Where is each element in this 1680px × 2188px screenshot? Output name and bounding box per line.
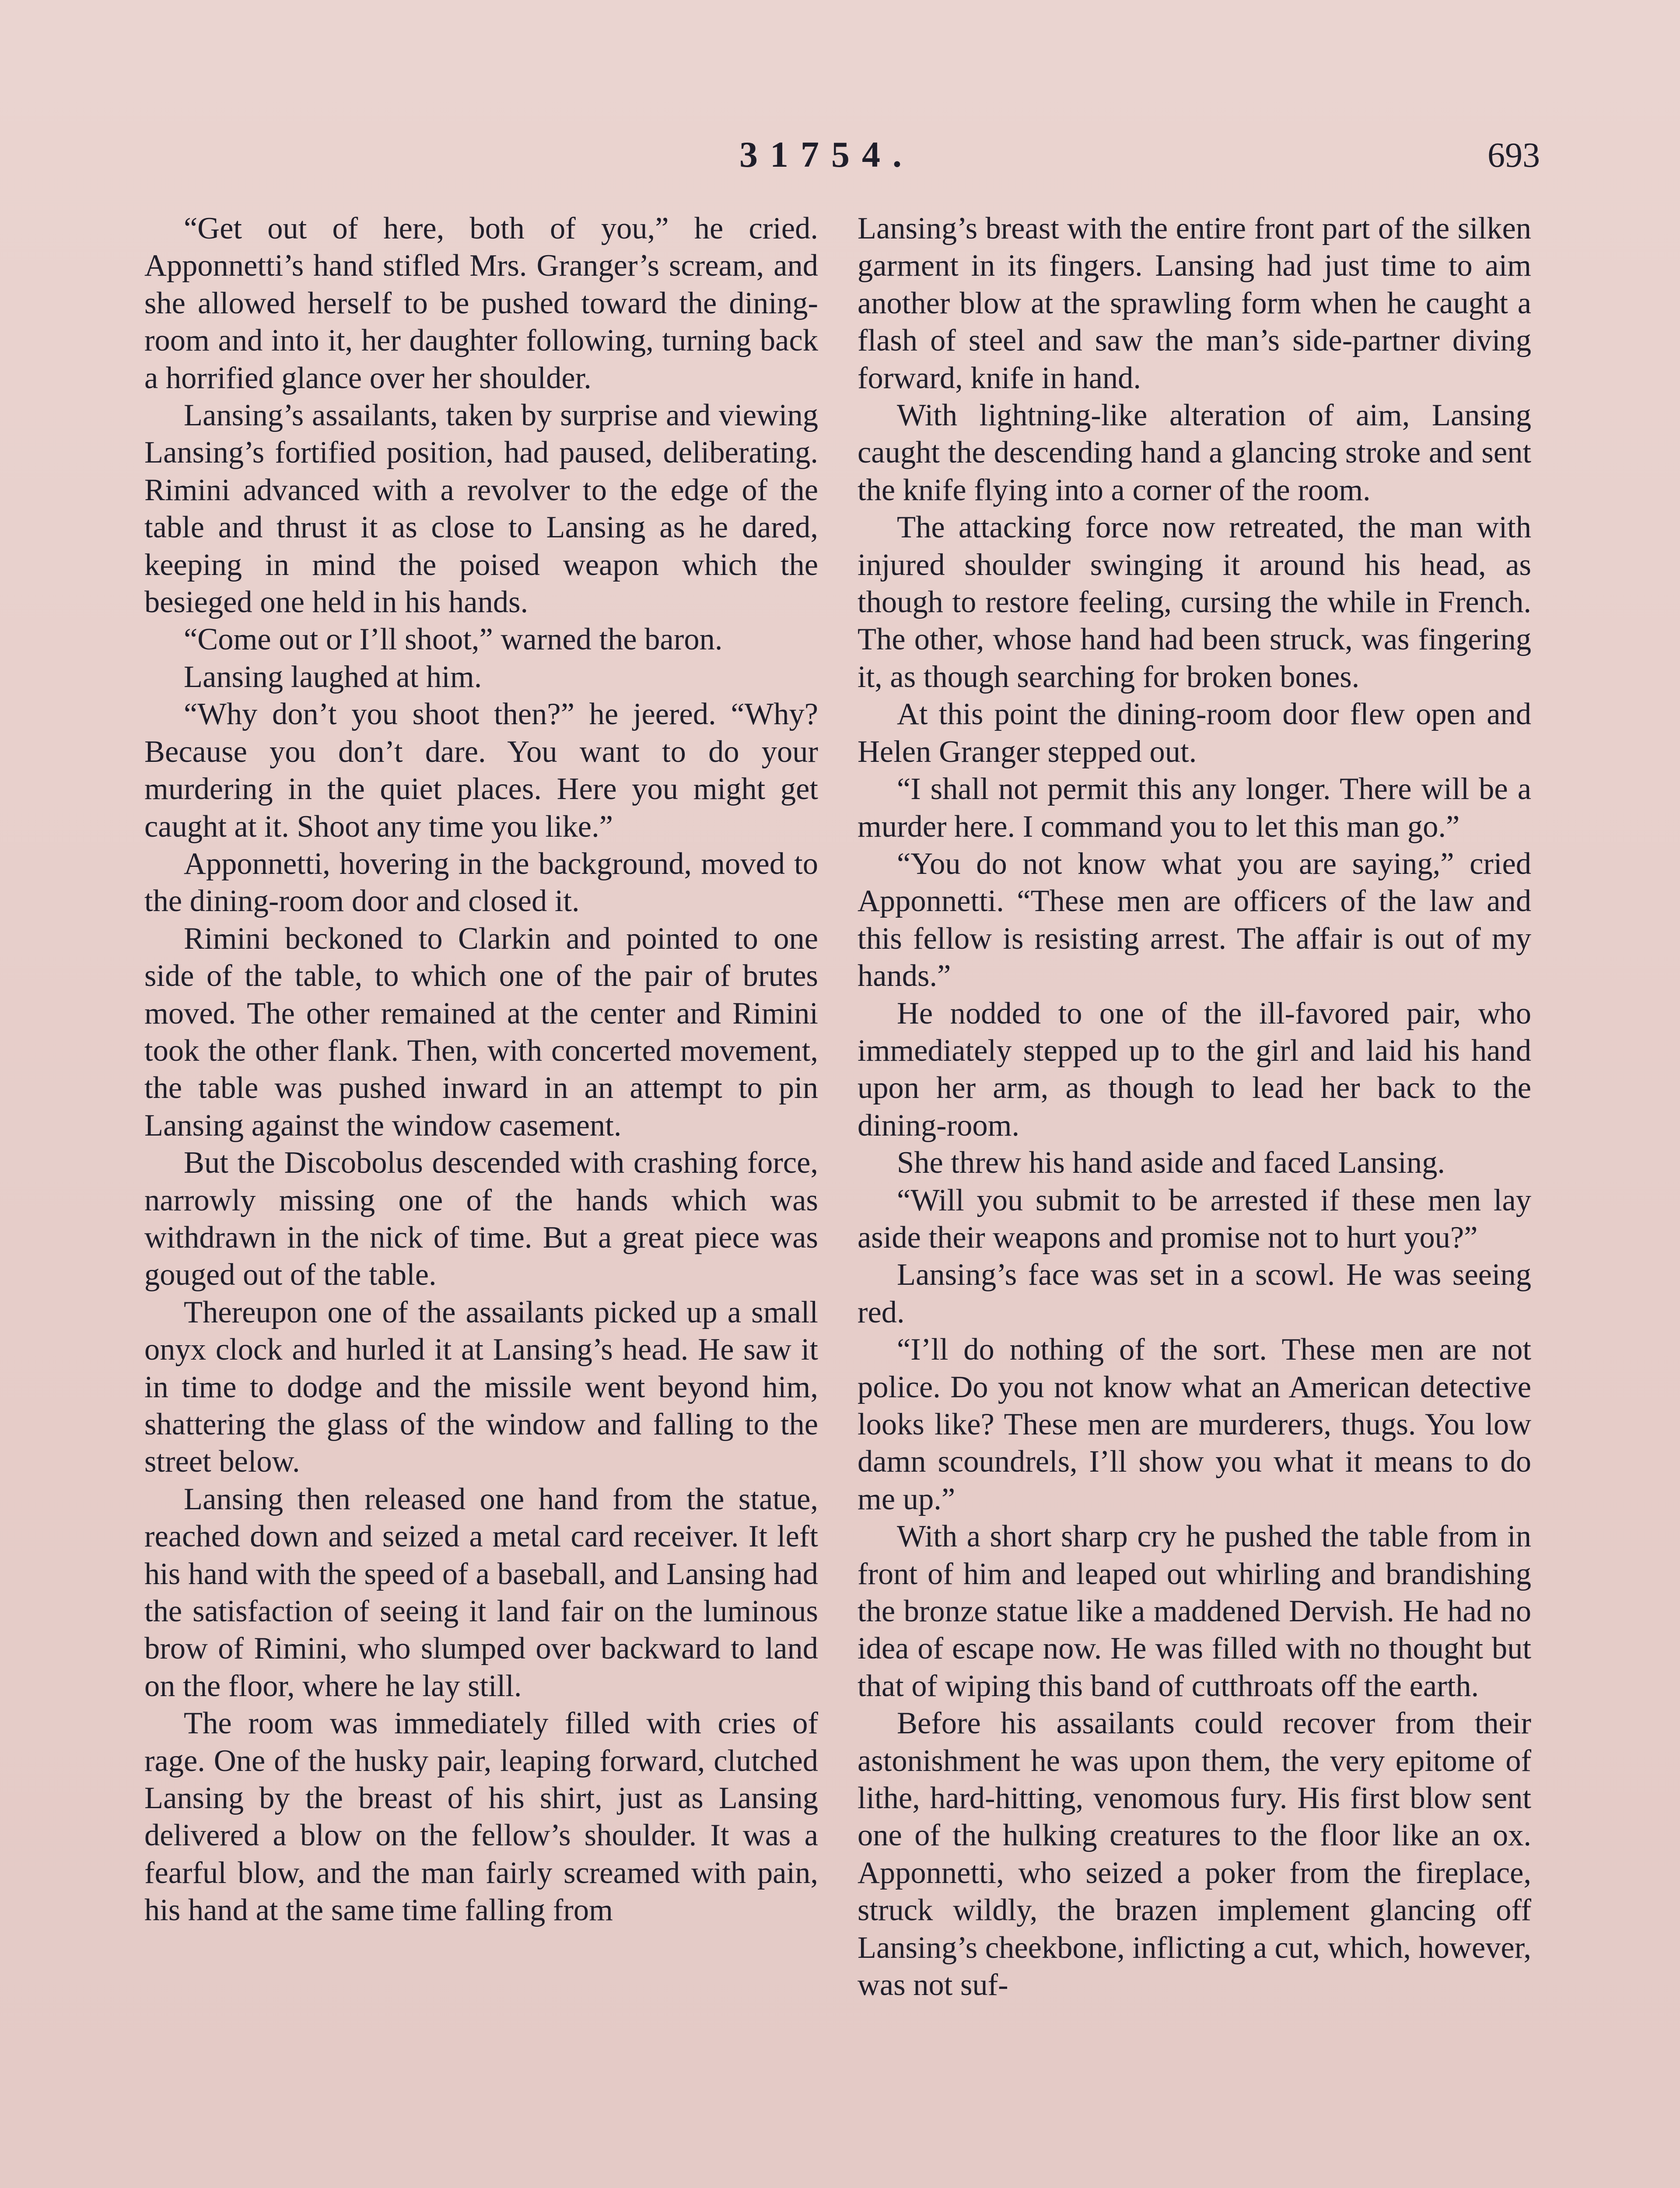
paragraph: Before his assailants could recover from their astonishment he was upon them, the very epitome of lithe, hard-hitting, venomous fury. His first blow sent one of the hulking creatures to the floor like an ox. Apponnetti, who seized a poker from the fireplace, struck wildly, the brazen implement glancing off Lansing’s cheekbone, inflicting a cut, which, however, was not suf-	[858, 1706, 1531, 2002]
paragraph: She threw his hand aside and faced Lansing.	[897, 1146, 1445, 1180]
paragraph: Lansing’s face was set in a scowl. He was seeing red.	[858, 1258, 1531, 1329]
paragraph: Thereupon one of the assailants picked up a small onyx clock and hurled it at Lansing’s head. He saw it in time to dodge and the missile went beyond him, shattering the glass of the window and falling to the street below.	[144, 1295, 818, 1479]
paragraph: Apponnetti, hovering in the background, moved to the dining-room door and closed it.	[144, 846, 818, 919]
paragraph: Rimini beckoned to Clarkin and pointed to one side of the table, to which one of the pair of brutes moved. The other remained at the center and Rimini took the other flank. Then, with concerted movement, the table was pushed inward in an attempt to pin Lansing against the window casement.	[144, 921, 818, 1143]
paragraph: Lansing laughed at him.	[184, 659, 482, 694]
paragraph: “You do not know what you are saying,” cried Apponnetti. “These men are officers of the law and this fellow is resisting arrest. The affair is out of my hands.”	[858, 846, 1531, 993]
paragraph: “Get out of here, both of you,” he cried. Apponnetti’s hand stifled Mrs. Granger’s scream, and she allowed herself to be pushed toward the dining-room and into it, her daughter following, turning back a horrified glance over her shoulder.	[144, 211, 818, 395]
paragraph: With lightning-like alteration of aim, Lansing caught the descending hand a glancing stroke and sent the knife flying into a corner of the room.	[858, 398, 1531, 507]
paragraph: “Why don’t you shoot then?” he jeered. “Why? Because you don’t dare. You want to do your murdering in the quiet places. Here you might get caught at it. Shoot any time you like.”	[144, 697, 818, 844]
page-number: 693	[1488, 136, 1540, 175]
paragraph: “I’ll do nothing of the sort. These men are not police. Do you not know what an American detective looks like? These men are murderers, thugs. You low damn scoundrels, I’ll show you what it means to do me up.”	[858, 1332, 1531, 1516]
paragraph: He nodded to one of the ill-favored pair, who immediately stepped up to the girl and laid his hand upon her arm, as though to lead her back to the dining-room.	[858, 996, 1531, 1143]
right-text-column	[858, 210, 1531, 2004]
paragraph: But the Discobolus descended with crashing force, narrowly missing one of the hands which was withdrawn in the nick of time. But a great piece was gouged out of the table.	[144, 1146, 818, 1292]
paragraph: “I shall not permit this any longer. There will be a murder here. I command you to let this man go.”	[858, 772, 1531, 844]
paragraph: “Will you submit to be arrested if these men lay aside their weapons and promise not to hurt you?”	[858, 1183, 1531, 1255]
paragraph: Lansing then released one hand from the statue, reached down and seized a metal card receiver. It left his hand with the speed of a baseball, and Lansing had the satisfaction of seeing it land fair on the luminous brow of Rimini, who slumped over backward to land on the floor, where he lay still.	[144, 1482, 818, 1703]
paragraph: Lansing’s breast with the entire front part of the silken garment in its fingers. Lansing had just time to aim another blow at the sprawling form when he caught a flash of steel and saw the man’s side-partner diving forward, knife in hand.	[858, 211, 1531, 395]
paragraph: Lansing’s assailants, taken by surprise and viewing Lansing’s fortified position, had paused, deliberating. Rimini advanced with a revolver to the edge of the table and thrust it as close to Lansing as he dared, keeping in mind the poised weapon which the besieged one held in his hands.	[144, 398, 818, 620]
paragraph: The room was immediately filled with cries of rage. One of the husky pair, leaping forward, clutched Lansing by the breast of his shirt, just as Lansing delivered a blow on the fellow’s shoulder. It was a fearful blow, and the man fairly screamed with pain, his hand at the same time falling from	[144, 1706, 818, 1928]
paragraph: At this point the dining-room door flew open and Helen Granger stepped out.	[858, 697, 1531, 769]
page-header-code: 31754.	[739, 134, 914, 175]
paragraph: With a short sharp cry he pushed the table from in front of him and leaped out whirling and brandishing the bronze statue like a maddened Dervish. He had no idea of escape now. He was filled with no thought but that of wiping this band of cutthroats off the earth.	[858, 1519, 1531, 1703]
paragraph: The attacking force now retreated, the man with injured shoulder swinging it around his head, as though to restore feeling, cursing the while in French. The other, whose hand had been struck, was fingering it, as though searching for broken bones.	[858, 510, 1531, 694]
left-text-column	[144, 210, 818, 1929]
paragraph: “Come out or I’ll shoot,” warned the baron.	[184, 622, 723, 657]
